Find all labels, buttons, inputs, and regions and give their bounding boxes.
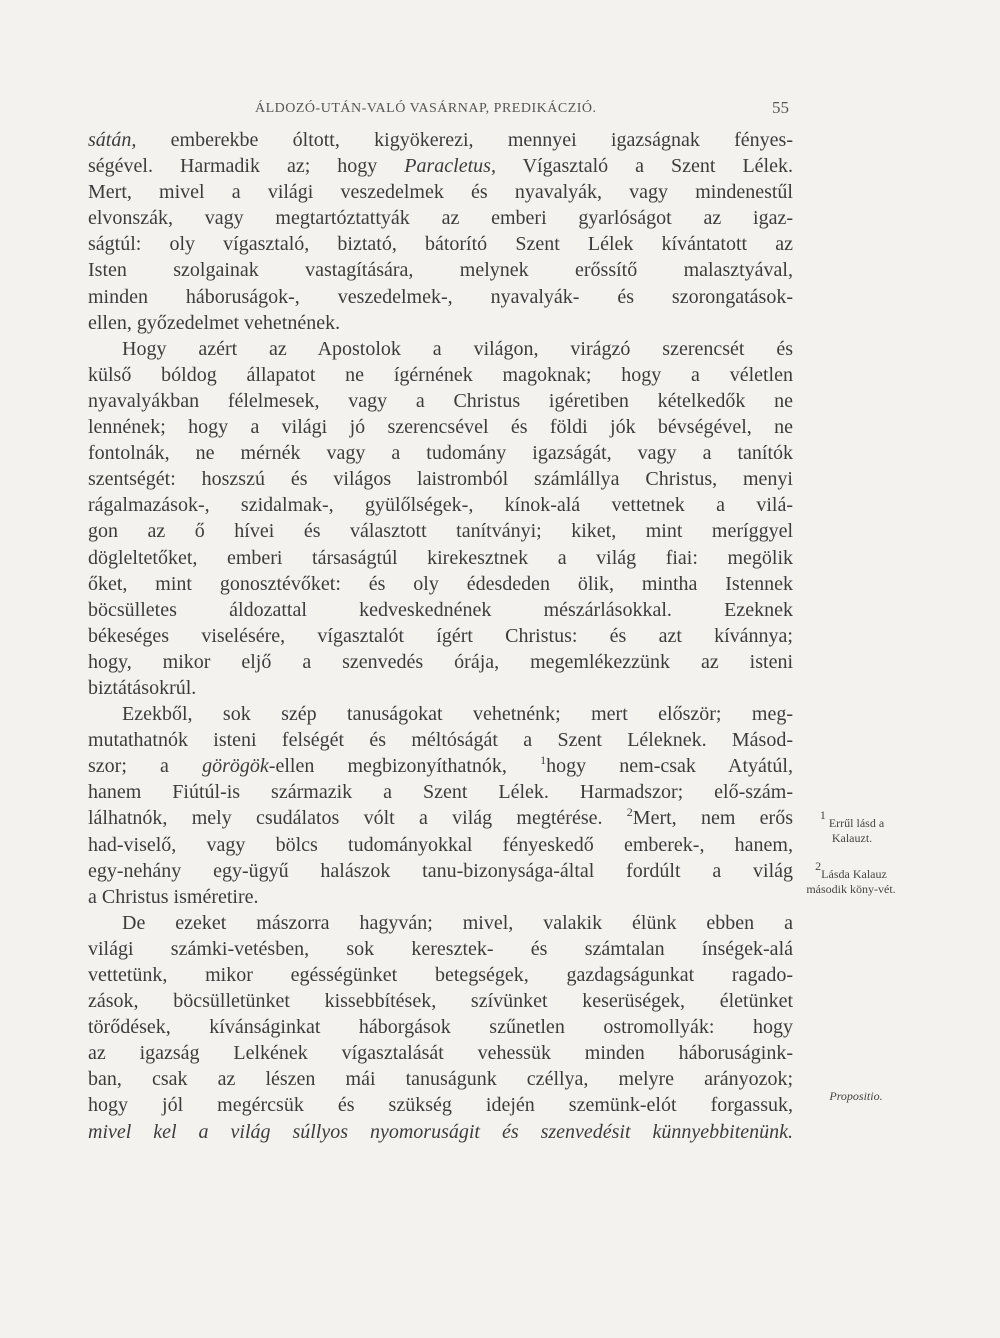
text-line: fontolnák, ne mérnék vagy a tudomány igazságát, vagy a tanítók: [88, 442, 793, 465]
text-line: a Christus isméretire.: [88, 885, 259, 908]
italic-word: Paracletus,: [404, 155, 496, 178]
text-line: gon az ő hívei és választott tanítványi; kiket, mint meríggyel: [88, 520, 793, 543]
text-line: hogy, mikor eljő a szenvedés órája, megemlékezzünk az isteni: [88, 650, 793, 673]
text-line: békeséges viselésére, vígasztalót ígért Christus: és azt kívánnya;: [88, 624, 793, 647]
italic-word: sátán,: [88, 129, 137, 151]
text-line: rágalmazások-, szidalmak-, gyülőlségek-, kínok-alá vettetnek a vilá-: [88, 494, 793, 517]
body-text: [88, 127, 793, 1145]
text-line: dögleltetőket, emberi társaságtúl kirekesztnek a világ fiai: megölik: [88, 546, 793, 569]
text-line: ságtúl: oly vígasztaló, biztató, bátorító Szent Lélek kívántatott az: [88, 233, 793, 256]
text-line: őket, mint gonosztévőket: és oly édesdeden ölik, mintha Istennek: [88, 572, 793, 595]
text-segment: ségével. Harmadik az; hogy: [88, 155, 405, 178]
text-segment: lálhatnók, mely csudálatos vólt a világ megtérése.: [88, 807, 627, 830]
text-line: egy-nehány egy-ügyű halászok tanu-bizonysága-által fordúlt a világ: [88, 859, 793, 882]
page-number: 55: [772, 98, 789, 117]
text-line: vettetünk, mikor egésségünket betegségek, gazdagságunkat ragado-: [88, 964, 793, 986]
text-line: az igazság Lelkének vígasztalását vehessük minden háboruságink-: [88, 1042, 793, 1065]
text-line: külső bóldog állapatot ne ígérnének magoknak; hogy a véletlen: [88, 363, 793, 386]
margin-note-propositio: Propositio.: [829, 1089, 883, 1103]
text-segment: Vígasztaló a Szent Lélek.: [495, 155, 793, 178]
text-line: mutathatnók isteni felségét és méltóságát a Szent Léleknek. Másod-: [88, 729, 793, 752]
text-segment: emberekbe óltott, kigyökerezi, mennyei igazságnak fényes-: [136, 129, 793, 151]
text-line: világi számki-vetésben, sok keresztek- és számtalan ínségek-alá: [88, 937, 793, 960]
text-line: lennének; hogy a világi jó szerencsével és földi jók bévségével, ne: [88, 416, 793, 439]
text-line: törődések, kívánságinkat háborgások szűnetlen ostromollyák: hogy: [88, 1016, 793, 1039]
margin-note-2: [798, 859, 904, 897]
text-segment: szor; a: [88, 755, 203, 778]
footnote-mark: 2: [626, 805, 633, 820]
text-line: nyavalyákban félelmesek, vagy a Christus igéretiben kételkedők ne: [88, 389, 793, 412]
text-line: ban, csak az lészen mái tanuságunk czéllya, melyre arányozok;: [88, 1068, 793, 1091]
text-line: [88, 153, 793, 179]
text-line: biztátásokrúl.: [88, 676, 197, 699]
text-line: Isten szolgainak vastagítására, melynek erőssítő malasztyával,: [88, 259, 793, 282]
paragraph-start: Hogy azért az Apostolok a világon, virágzó szerencsét és: [122, 337, 793, 360]
text-segment: Mert, nem erős: [632, 807, 793, 830]
text-segment: -ellen megbizonyíthatnók,: [268, 755, 541, 778]
running-title: ÁLDOZÓ-UTÁN-VALÓ VASÁRNAP, PREDIKÁCZIÓ.: [255, 101, 597, 116]
text-segment: hogy nem-csak Atyátúl,: [546, 755, 793, 778]
text-line: [88, 753, 793, 779]
text-line: Mert, mivel a világi veszedelmek és nyavalyák, vagy mindenestűl: [88, 181, 793, 204]
paragraph-start: Ezekből, sok szép tanuságokat vehetnénk; mert először; meg-: [122, 703, 793, 726]
note-mark: 1: [819, 808, 826, 822]
text-line: szentségét: hoszszú és világos laistromból számlállya Christus, menyi: [88, 468, 793, 491]
footnote-mark: 1: [540, 753, 547, 768]
italic-word: görögök: [202, 755, 269, 778]
note-mark: 2: [815, 859, 822, 873]
margin-note-1: [800, 808, 904, 846]
text-line: ellen, győzedelmet vehetnének.: [88, 311, 341, 334]
note-text: Errűl lásd a Kalauzt.: [828, 816, 885, 845]
text-line: hogy jól megércsük és szükség idején szemünk-elót forgassuk,: [88, 1094, 793, 1117]
note-text: Lásda Kalauz második köny-vét.: [806, 867, 896, 896]
text-line: hanem Fiútúl-is származik a Szent Lélek. Harmadszor; elő-szám-: [88, 781, 793, 804]
text-line: [88, 805, 793, 831]
text-line: minden háboruságok-, veszedelmek-, nyavalyák- és szorongatások-: [88, 285, 793, 308]
text-line: zások, böcsülletünket kissebbítések, szívünket keserüségek, életünket: [88, 990, 793, 1013]
italic-line: mivel kel a világ súllyos nyomoruságit és szenvedésit künnyebbitenünk.: [88, 1120, 793, 1143]
text-line: elvonszák, vagy megtartóztattyák az emberi gyarlóságot az igaz-: [88, 207, 793, 230]
text-line: [88, 127, 793, 153]
text-line: had-viselő, vagy bölcs tudományokkal fényeskedő emberek-, hanem,: [88, 833, 793, 856]
text-line: böcsülletes áldozattal kedveskednének mészárlásokkal. Ezeknek: [88, 598, 793, 621]
paragraph-start: De ezeket mászorra hagyván; mivel, valakik élünk ebben a: [122, 911, 793, 934]
